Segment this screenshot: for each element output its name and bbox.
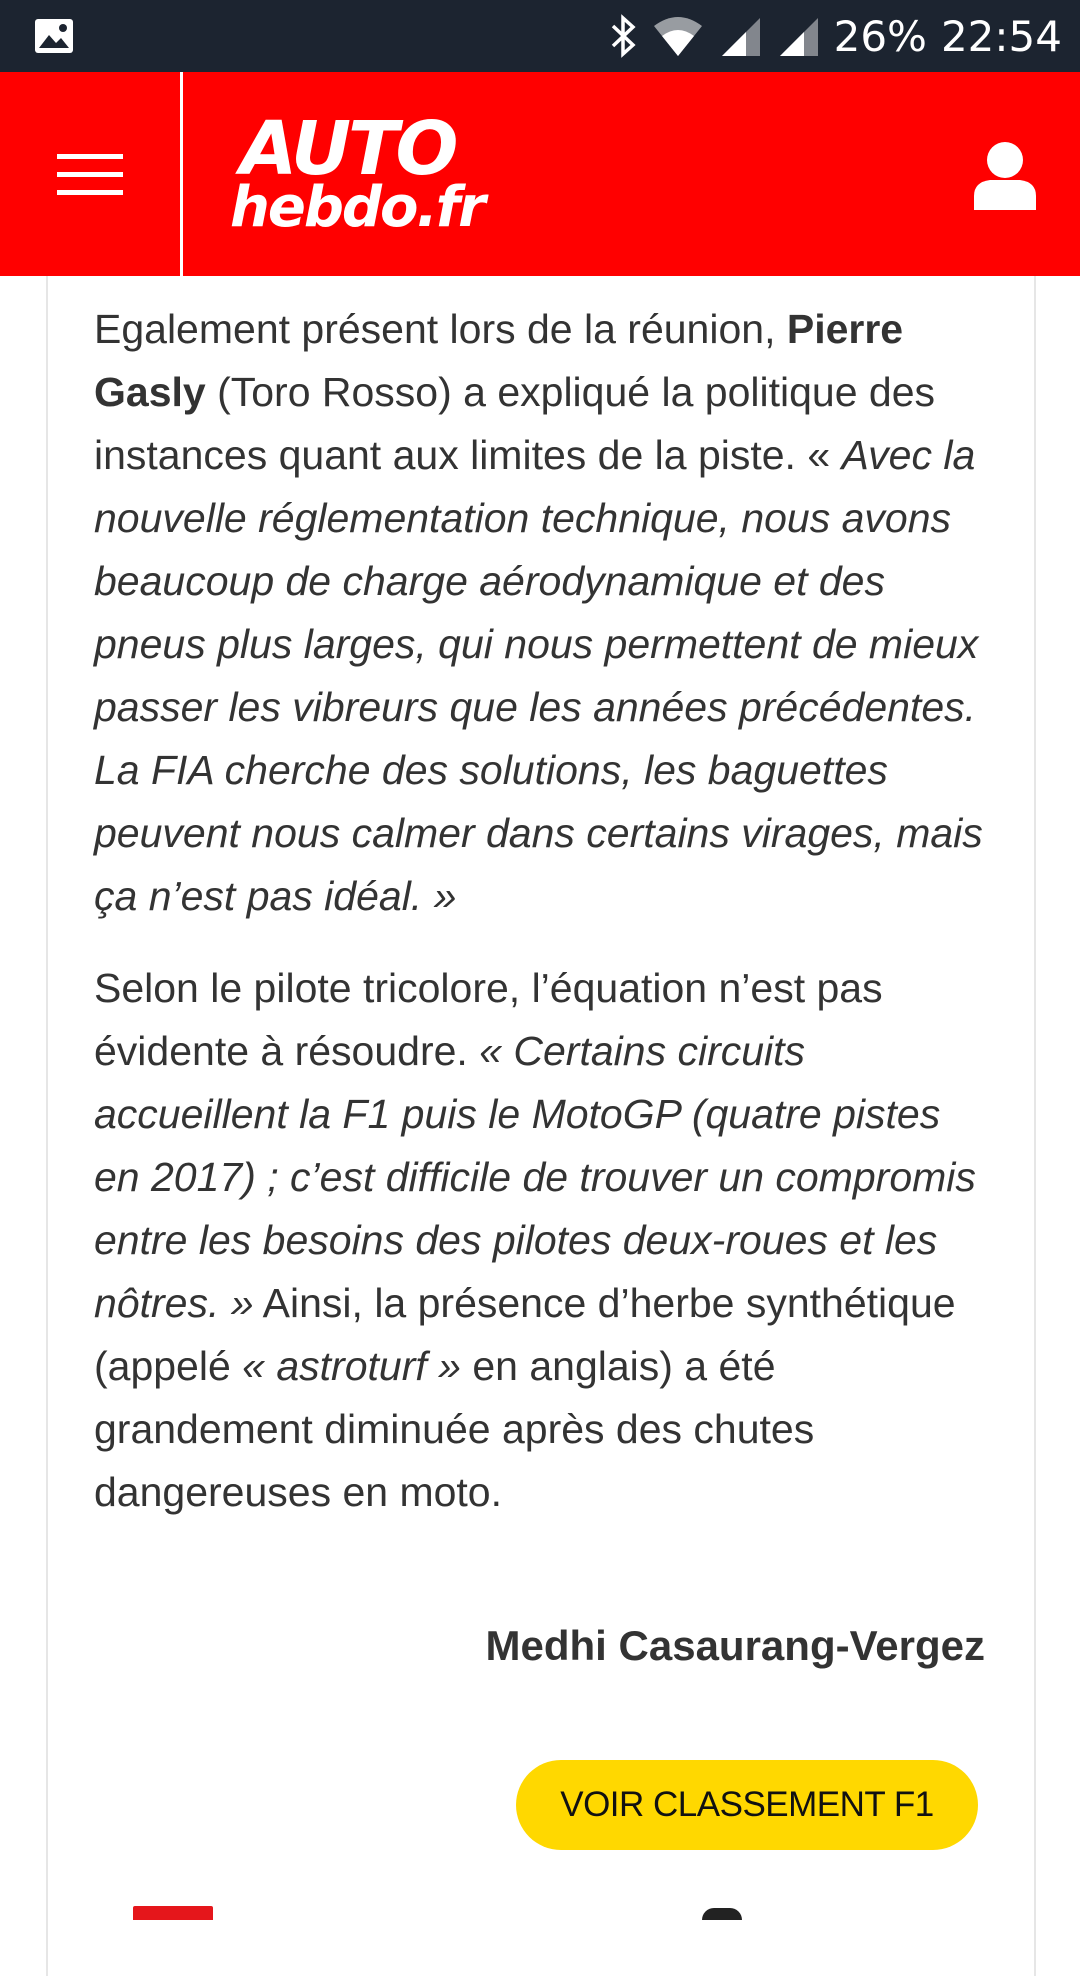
text-run: (Toro Rosso) a expliqué la politique des instances quant aux limites de la piste. « [94, 369, 935, 478]
text-run: Selon le pilote tricolore, l’équation n’est pas évidente à résoudre. [94, 965, 883, 1074]
quote: Avec la nouvelle réglementation technique, nous avons beaucoup de charge aérodynamique et des pneus plus larges, qui nous permettent de mieux passer les vibreurs que les années précédentes. La FIA cherche des solutions, les baguettes peuvent nous calmer dans certains virages, mais ça n’est pas idéal. » [94, 432, 983, 919]
header-divider [180, 72, 183, 276]
text-run: en anglais) a été grandement diminuée après des chutes dangereuses en moto. [94, 1343, 815, 1515]
article-body [94, 298, 994, 1524]
bluetooth-icon [608, 14, 638, 58]
clock: 22:54 [940, 11, 1062, 61]
next-section-image-fragment [702, 1908, 742, 1920]
article-author: Medhi Casaurang-Vergez [485, 1622, 985, 1669]
site-logo[interactable] [230, 106, 540, 242]
menu-button[interactable] [0, 72, 180, 276]
pilot-name: Pierre Gasly [94, 306, 904, 415]
user-icon[interactable] [970, 138, 1040, 210]
app-header [0, 72, 1080, 276]
wifi-icon [652, 14, 704, 58]
next-section-heading-fragment [133, 1906, 213, 1920]
status-bar [0, 0, 1080, 72]
menu-icon [57, 152, 123, 196]
status-icons [608, 0, 1062, 72]
text-run: Ainsi, la présence d’herbe synthétique (appelé [94, 1280, 956, 1389]
signal-icon [718, 14, 762, 58]
logo-auto: AUTO [240, 106, 456, 192]
text-run: Egalement présent lors de la réunion, [94, 306, 787, 352]
view-f1-standings-button[interactable]: VOIR CLASSEMENT F1 [516, 1760, 978, 1850]
quote: « Certains circuits accueillent la F1 puis le MotoGP (quatre pistes en 2017) ; c’est difficile de trouver un compromis entre les besoins des pilotes deux-roues et les nôtres. » [94, 1028, 976, 1326]
gallery-icon [34, 18, 74, 54]
signal-icon [776, 14, 820, 58]
logo-hebdo: hebdo.fr [230, 175, 484, 240]
paragraph [94, 298, 994, 928]
battery-level: 26% [833, 11, 927, 61]
quote-term: « astroturf » [242, 1343, 461, 1389]
paragraph [94, 957, 994, 1524]
